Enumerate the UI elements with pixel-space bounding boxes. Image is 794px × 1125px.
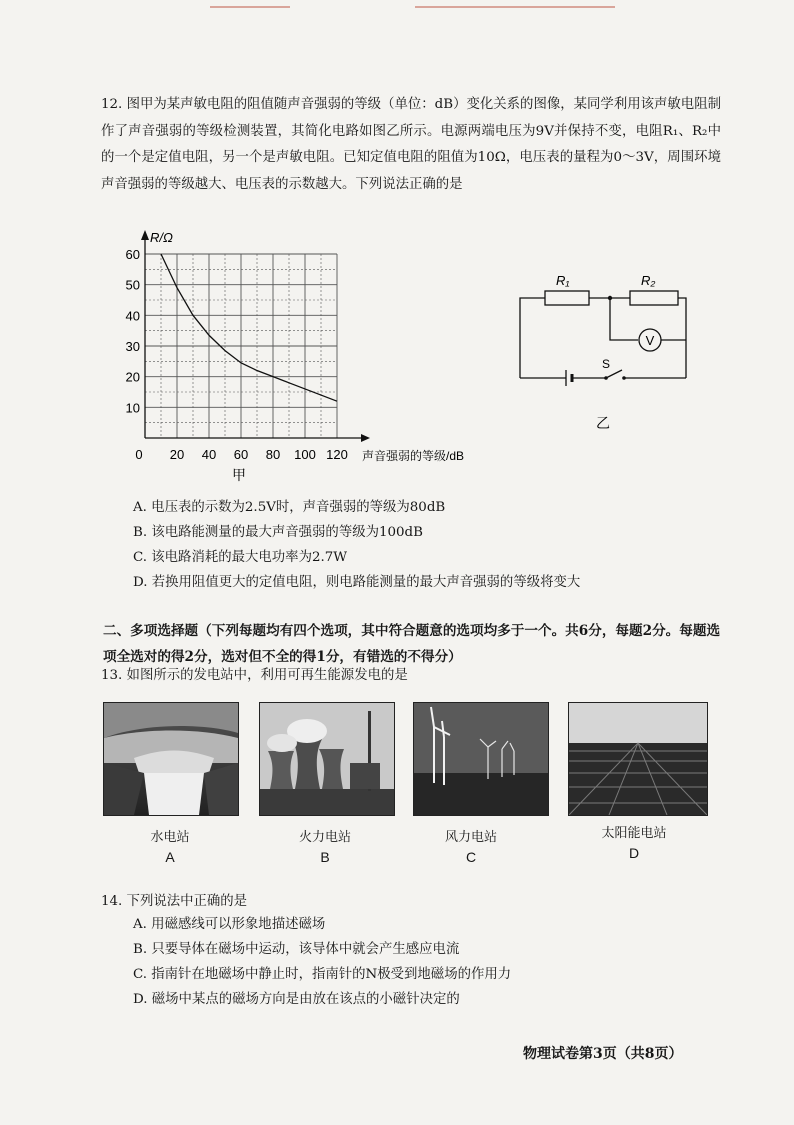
caption-b bbox=[265, 826, 385, 865]
caption-c bbox=[411, 826, 531, 865]
y-axis-label: R/Ω bbox=[150, 230, 173, 245]
resistance-curve bbox=[161, 254, 337, 401]
resistance-chart bbox=[118, 226, 508, 486]
chart-ticks bbox=[126, 247, 348, 462]
caption-name: 火力电站 bbox=[298, 830, 351, 845]
wire-right bbox=[678, 298, 686, 378]
question-12-text bbox=[101, 92, 721, 198]
question-13-text: 13. 如图所示的发电站中，利用可再生能源发电的是 bbox=[101, 668, 408, 683]
y-tick-label: 10 bbox=[125, 400, 140, 416]
caption-letter: B bbox=[320, 849, 330, 865]
x-tick-label: 20 bbox=[169, 447, 185, 462]
question-14-options bbox=[133, 912, 511, 1012]
y-axis-arrow bbox=[141, 230, 149, 240]
thermal-station-photo bbox=[259, 702, 395, 816]
circuit-caption: 乙 bbox=[596, 415, 610, 431]
junction-node bbox=[608, 296, 612, 300]
caption-name: 太阳能电站 bbox=[601, 826, 667, 841]
question-12-stem: 图甲为某声敏电阻的阻值随声音强弱的等级（单位：dB）变化关系的图像，某同学利用该声敏电阻制作了声音强弱的等级检测装置，其简化电路如图乙所示。电源两端电压为9V并保持不变，电阻R₁、R₂中的一个是定值电阻，另一个是声敏电阻。已知定值电阻的阻值为10Ω，电压表的量程为0～3V，周围环境声音强弱的等级越大、电压表的示数越大。下列说法正确的是 bbox=[101, 97, 721, 192]
chart-caption: 甲 bbox=[232, 467, 246, 483]
switch-contact bbox=[622, 376, 626, 380]
top-edge-line bbox=[210, 6, 290, 8]
wire-left bbox=[520, 298, 545, 378]
caption-letter: D bbox=[628, 845, 640, 861]
question-number: 12. bbox=[101, 97, 123, 112]
circuit-diagram bbox=[510, 266, 700, 436]
x-tick-label: 40 bbox=[201, 447, 217, 462]
caption-a bbox=[110, 826, 230, 865]
y-tick-label: 20 bbox=[125, 369, 140, 385]
switch-pivot bbox=[604, 376, 608, 380]
option-b: B. 该电路能测量的最大声音强弱的等级为100dB bbox=[133, 525, 423, 540]
x-axis-label: 声音强弱的等级/dB bbox=[362, 449, 465, 463]
caption-d bbox=[574, 822, 694, 861]
hydro-station-photo bbox=[103, 702, 239, 816]
y-tick-label: 50 bbox=[125, 277, 140, 293]
chart-axes bbox=[141, 230, 370, 442]
wind-station-photo bbox=[413, 702, 549, 816]
option-c: C. 该电路消耗的最大电功率为2.7W bbox=[133, 550, 348, 565]
question-14-text: 14. 下列说法中正确的是 bbox=[101, 894, 248, 909]
top-edge-line bbox=[415, 6, 615, 8]
switch-label: S bbox=[602, 357, 611, 371]
x-tick-label: 100 bbox=[294, 447, 316, 462]
resistor-r2 bbox=[630, 291, 678, 305]
y-tick-label: 40 bbox=[125, 308, 140, 324]
caption-letter: C bbox=[465, 849, 477, 865]
caption-name: 风力电站 bbox=[444, 830, 497, 845]
option-a: A. 电压表的示数为2.5V时，声音强弱的等级为80dB bbox=[133, 500, 446, 515]
r1-label: R₁ bbox=[556, 273, 570, 288]
y-tick-label: 60 bbox=[125, 247, 140, 262]
option-c: C. 指南针在地磁场中静止时，指南针的N极受到地磁场的作用力 bbox=[133, 967, 512, 982]
caption-letter: A bbox=[165, 849, 175, 865]
origin-label: 0 bbox=[135, 447, 143, 462]
option-d: D. 磁场中某点的磁场方向是由放在该点的小磁针决定的 bbox=[133, 992, 460, 1007]
option-d: D. 若换用阻值更大的定值电阻，则电路能测量的最大声音强弱的等级将变大 bbox=[133, 575, 581, 590]
caption-name: 水电站 bbox=[150, 830, 190, 845]
x-axis-arrow bbox=[361, 434, 370, 442]
y-tick-label: 30 bbox=[125, 339, 140, 354]
solar-station-photo bbox=[568, 702, 708, 816]
resistor-r1 bbox=[545, 291, 589, 305]
option-b: B. 只要导体在磁场中运动，该导体中就会产生感应电流 bbox=[133, 942, 460, 957]
switch-blade bbox=[606, 370, 622, 378]
section-2-heading: 二、多项选择题（下列每题均有四个选项，其中符合题意的选项均多于一个。共6分，每题2分。每题选项全选对的得2分，选对但不全的得1分，有错选的不得分） bbox=[103, 623, 721, 665]
voltmeter-wire-left bbox=[610, 298, 638, 340]
question-12-options bbox=[133, 495, 580, 595]
question-12 bbox=[101, 92, 721, 198]
x-tick-label: 120 bbox=[326, 447, 348, 462]
x-tick-label: 60 bbox=[233, 447, 249, 462]
option-a: A. 用磁感线可以形象地描述磁场 bbox=[133, 917, 326, 932]
voltmeter-label: V bbox=[645, 333, 655, 348]
x-tick-label: 80 bbox=[265, 447, 281, 462]
page-footer: 物理试卷第3页（共8页） bbox=[523, 1046, 683, 1062]
r2-label: R₂ bbox=[641, 273, 656, 288]
